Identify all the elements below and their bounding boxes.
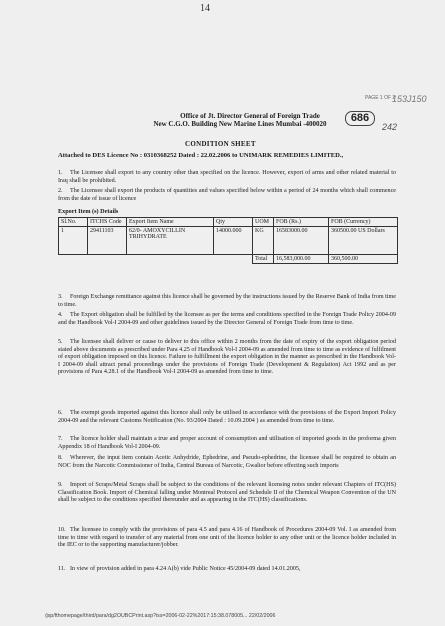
total-fob-currency: 360,500.00 [329, 255, 398, 264]
paragraph-1: 1. The Licensee shall export to any country other than specified on the licence. However, export of arms and other related material to Iraq shall be prohibited. [58, 170, 396, 184]
paragraph-11: 11. In view of provision added in para 4.24 A(b) vide Public Notice 45/2004-09 dated 14.01.2005, [58, 566, 301, 572]
table-total-row [59, 255, 398, 264]
paragraph-3: 3. Foreign Exchange remittance against this licence shall be governed by the instructions issued by the Reserve Bank of India from time to time. [58, 294, 396, 308]
office-line-2: New C.G.O. Building New Marine Lines Mumbai -400020 [153, 120, 327, 128]
licence-line: Attached to DES Licence No : 0310368252 Dated : 22.02.2006 to UNIMARK REMEDIES LIMITED., [58, 152, 344, 159]
column-header: FOB (Currency) [329, 218, 398, 227]
table-cell: 62/0- AMOXYCILLIN TRIHYDRATE [127, 227, 214, 255]
column-header: Qty [214, 218, 253, 227]
column-header: ITCHS Code [88, 218, 127, 227]
handwritten-side-note: 242 [382, 122, 398, 132]
table-cell: 1 [59, 227, 88, 255]
paragraph-10: 10. The licensee to comply with the provisions of para 4.5 and para 4.16 of Handbook of Procedures 2004-09 Vol. I as amended from time to time with regard to transfer of any material from one unit of the licence holder to any other unit or the licence holder included in the IEC or to the supporting manufacturer/jobber. [58, 527, 396, 549]
print-footer: /jsp/fthomepage/third/para/dg2OUBCPrint.asp?iss=2006-02-22%2017:15:38.078005... 22/02/2006 [45, 613, 276, 619]
paragraph-7: 7. The licence holder shall maintain a true and proper account of consumption and utilisation of imported goods in the proforma given Appendix 18 of Handbook Vol-I 2004-09. [58, 436, 396, 450]
paragraph-2: 2. The Licensee shall export the products of quantities and values specified below within a period of 24 months which shall commence from the date of issue of licence [58, 188, 396, 202]
stamp-note: 153J150 [392, 94, 427, 104]
table-cell: 360500.00 US Dollars [329, 227, 398, 255]
column-header: FOB (Rs.) [274, 218, 329, 227]
paragraph-4: 4. The Export obligation shall be fulfilled by the licensee as per the terms and conditions specified in the Foreign Trade Policy 2004-09 and the Handbook Vol-I 2004-09 and other guidelines issued by the Director General of Foreign Trade from time to time. [58, 312, 396, 326]
table-row [59, 227, 398, 255]
office-line-1: Office of Jt. Director General of Foreign Trade [180, 112, 320, 120]
column-header: Export Item Name [127, 218, 214, 227]
paragraph-9: 9. Import of Scraps/Metal Scraps shall be subject to the conditions of the relevant licensing notes under relevant Chapters of ITC(HS) Classification Book. Import of Chemical falling under Montreal Protocol and Schedule II of the Chemical Weapon Convention of the UN shall be subject to the conditions specified thereunder and as appearing in the ITC(HS) classifications. [58, 482, 396, 504]
column-header: Sl.No. [59, 218, 88, 227]
page-number: 14 [200, 3, 210, 14]
paragraph-6: 6. The exempt goods imported against this licence shall only be utilised in accordance with the provisions of the Export Import Policy 2004-09 and the relevant Customs Notification (No. 93/2004 Dated : 10.09.2004 ) as amended from time to time. [58, 410, 396, 424]
table-cell: KG [253, 227, 274, 255]
table-header-row [59, 218, 398, 227]
handwritten-circled-number: 686 [345, 111, 375, 126]
export-items-heading: Export Item (s) Details [58, 208, 119, 215]
column-header: UOM [253, 218, 274, 227]
paragraph-5: 5. The licensee shall deliver or cause to deliver to this office within 2 months from the date of expiry of the export obligation period stated above documents as prescribed under Para 4.25 of Handbook Vol-I 2004-09 as amended from time to time as evidence of fulfilment of export obligation imposed on this licence. Failure to fulfillment the export obligation in the manner as prescribed in the Handbook Vol-I 2004-09 shall attract penal proceedings under the provisions of Foreign Trade (Development & Regulation) Act 1992 and as per provisions of Para 4.28.1 of the Handbook Vol-I 2004-09 as amended from time to time. [58, 339, 396, 376]
table-cell: 14000.000 [214, 227, 253, 255]
total-label: Total [253, 255, 274, 264]
table-cell: 29411103 [88, 227, 127, 255]
paragraph-8: 8. Wherever, the input item contain Acetic Anhydride, Ephedrine, and Pseudo-ephedrine, the licensee shall be required to obtain an NOC from the Narcotic Commissioner of India, Central Bureau of Narcotic, Gwalior before effecting such imports [58, 455, 396, 469]
table-cell-empty [59, 255, 253, 264]
page-stamp: PAGE 1 OF 2 [365, 95, 396, 101]
total-fob-rs: 16,583,000.00 [274, 255, 329, 264]
table-cell: 16583000.00 [274, 227, 329, 255]
export-items-table [58, 217, 398, 264]
condition-sheet-title: CONDITION SHEET [185, 140, 256, 148]
